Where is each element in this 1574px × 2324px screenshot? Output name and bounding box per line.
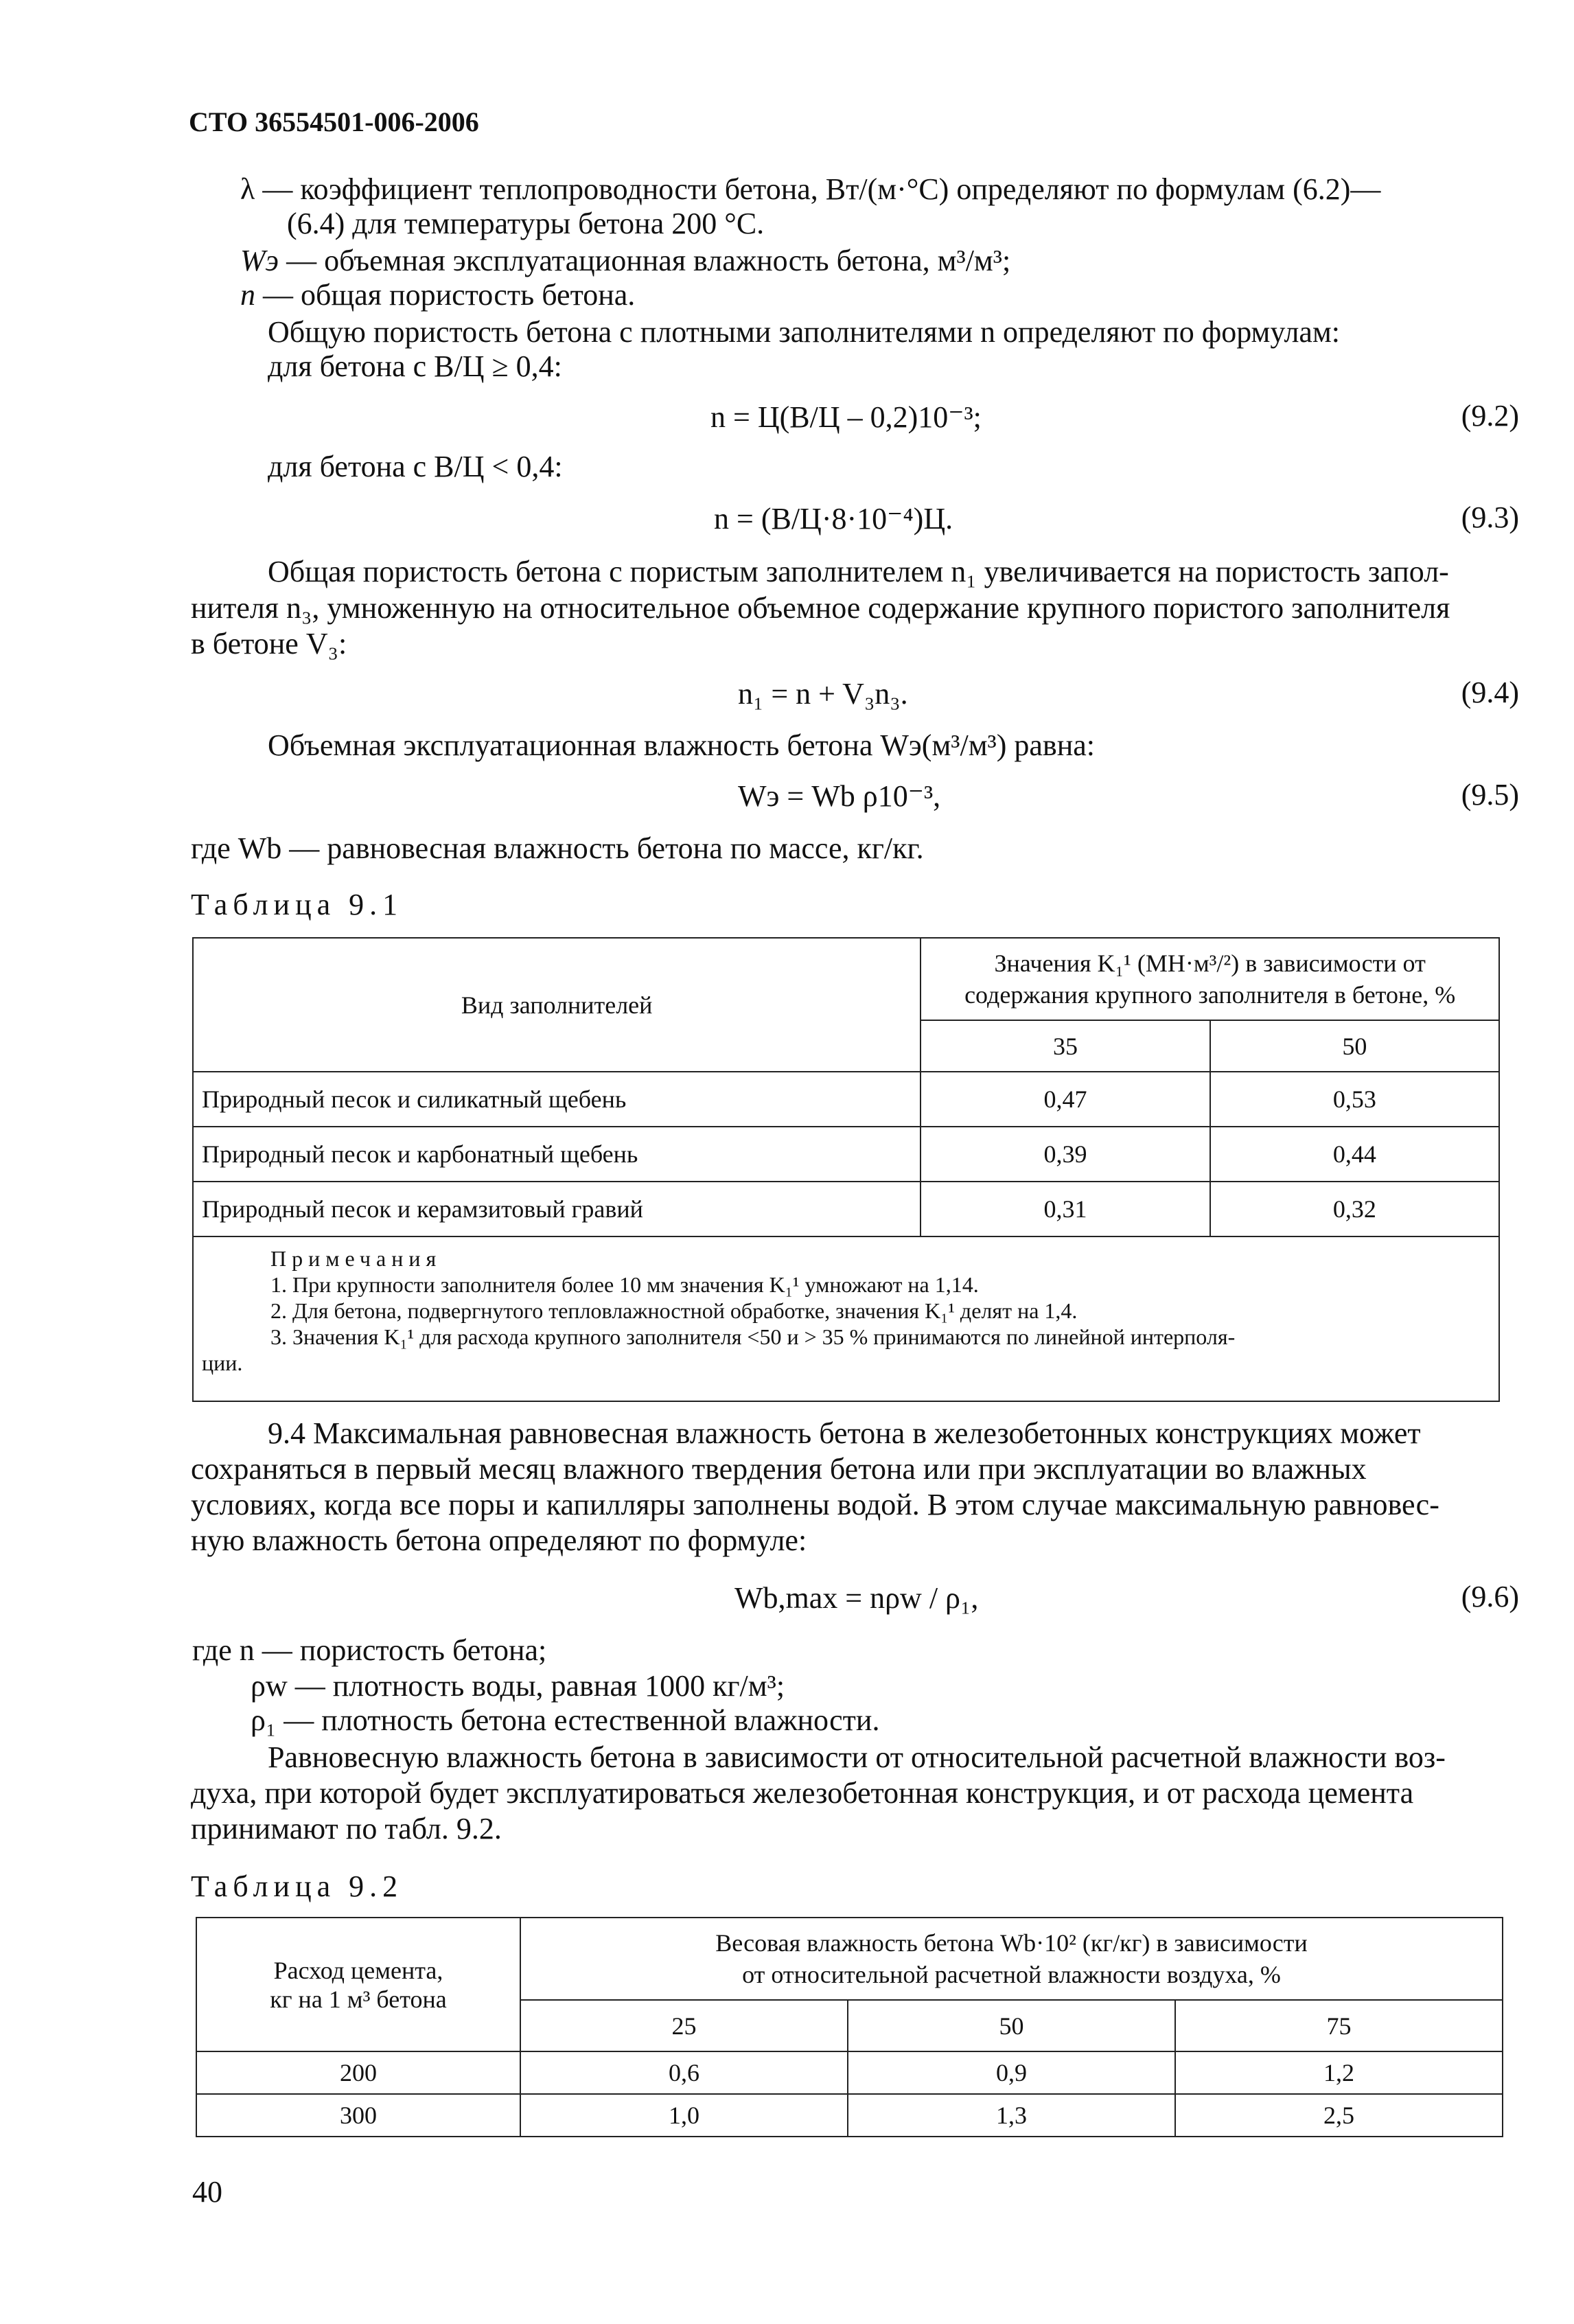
table-cell: 200 — [196, 2051, 520, 2094]
equation-number: (9.4) — [1461, 676, 1519, 709]
definition-text: — коэффициент теплопроводности бетона, Вт/(м·°С) определяют по формулам (6.2)— — [262, 172, 1381, 206]
definition-symbol: n — [240, 278, 255, 312]
definition-porosity — [192, 1631, 546, 1670]
paragraph-line: в бетоне V₃: — [191, 627, 347, 660]
paragraph-line: духа, при которой будет эксплуатироваться железобетонная конструкция, и от расхода цемента — [191, 1776, 1414, 1810]
equation-9-2: n = Ц(В/Ц – 0,2)10⁻³; — [710, 400, 982, 434]
table-row — [196, 2051, 1503, 2094]
paragraph-line: ную влажность бетона определяют по формуле: — [191, 1523, 807, 1557]
equation-number: (9.5) — [1461, 778, 1519, 812]
table-9-1 — [192, 937, 1500, 1402]
definition-text: — общая пористость бетона. — [263, 278, 636, 312]
table-head-group — [921, 938, 1499, 1020]
table-caption: Таблица 9.2 — [191, 1869, 404, 1903]
note-item: ции. — [202, 1350, 243, 1375]
definition-text: — плотность бетона естественной влажности. — [283, 1703, 880, 1737]
table-cell: 0,9 — [848, 2051, 1175, 2094]
table-cell: Природный песок и силикатный щебень — [193, 1072, 921, 1127]
paragraph-line: Общая пористость бетона с пористым заполнителем n₁ увеличивается на пористость запол- — [268, 555, 1449, 588]
table-row — [193, 1072, 1499, 1127]
definition-we — [240, 242, 1010, 280]
definition-water-density — [251, 1667, 785, 1705]
definition-n — [240, 276, 635, 314]
case-2-label: для бетона с В/Ц < 0,4: — [268, 450, 563, 483]
paragraph-line: сохраняться в первый месяц влажного твердения бетона или при эксплуатации во влажных — [191, 1452, 1367, 1486]
notes-title: Примечания — [270, 1246, 442, 1271]
table-head-col1: Вид заполнителей — [193, 938, 921, 1072]
table-head-line: Весовая влажность бетона Wb·10² (кг/кг) в зависимости — [715, 1929, 1308, 1957]
table-cell: 0,53 — [1210, 1072, 1499, 1127]
paragraph-line: 9.4 Максимальная равновесная влажность бетона в железобетонных конструкциях может — [268, 1416, 1421, 1450]
paragraph-line: нителя n₃, умноженную на относительное объемное содержание крупного пористого заполнителя — [191, 591, 1450, 625]
case-1-label: для бетона с В/Ц ≥ 0,4: — [268, 349, 562, 383]
table-cell: 0,47 — [921, 1072, 1210, 1127]
table-cell: 2,5 — [1175, 2094, 1503, 2137]
note-item: 3. Значения K₁¹ для расхода крупного заполнителя <50 и > 35 % принимаются по линейной интерполя- — [270, 1324, 1236, 1349]
equation-9-3: n = (В/Ц·8·10⁻⁴)Ц. — [714, 502, 953, 536]
definition-text: — пористость бетона; — [262, 1633, 547, 1667]
definition-symbol: где n — [192, 1633, 255, 1667]
table-cell: 0,44 — [1210, 1127, 1499, 1182]
page-number: 40 — [192, 2175, 222, 2209]
table-head-line: кг на 1 м³ бетона — [270, 1985, 447, 2013]
table-cell: 0,39 — [921, 1127, 1210, 1182]
table-cell: Природный песок и карбонатный щебень — [193, 1127, 921, 1182]
definition-symbol: Wэ — [240, 244, 279, 277]
table-head-line: Расход цемента, — [273, 1956, 443, 1984]
document-code: СТО 36554501-006-2006 — [189, 106, 479, 137]
definition-lambda — [240, 170, 1380, 209]
table-caption: Таблица 9.1 — [191, 888, 404, 921]
table-cell: 1,0 — [520, 2094, 848, 2137]
equation-9-5: Wэ = Wb ρ10⁻³, — [738, 779, 941, 813]
table-subhead: 50 — [1210, 1020, 1499, 1072]
table-head-line: Значения K₁¹ (МН·м³/²) в зависимости от — [994, 950, 1426, 977]
table-head-line: содержания крупного заполнителя в бетоне, % — [964, 981, 1456, 1009]
equation-9-6: Wb,max = nρw / ρ₁, — [734, 1581, 979, 1615]
table-head-group — [520, 1918, 1503, 2000]
equation-number: (9.2) — [1461, 399, 1519, 433]
porosity-intro: Общую пористость бетона с плотными заполнителями n определяют по формулам: — [268, 315, 1341, 349]
table-cell: 1,2 — [1175, 2051, 1503, 2094]
equation-9-4: n₁ = n + V₃n₃. — [738, 677, 908, 711]
table-cell: 300 — [196, 2094, 520, 2137]
table-head-line: от относительной расчетной влажности воздуха, % — [742, 1961, 1281, 1988]
table-cell: 1,3 — [848, 2094, 1175, 2137]
paragraph-we: Объемная эксплуатационная влажность бетона Wэ(м³/м³) равна: — [268, 728, 1095, 762]
definition-text: — плотность воды, равная 1000 кг/м³; — [294, 1669, 785, 1703]
paragraph-line: Равновесную влажность бетона в зависимости от относительной расчетной влажности воз- — [268, 1740, 1446, 1774]
equation-number: (9.6) — [1461, 1580, 1519, 1613]
paragraph-line: принимают по табл. 9.2. — [191, 1812, 502, 1845]
paragraph-line: условиях, когда все поры и капилляры заполнены водой. В этом случае максимальную равновес- — [191, 1488, 1439, 1521]
table-cell: 0,32 — [1210, 1182, 1499, 1236]
where-wb: где Wb — равновесная влажность бетона по массе, кг/кг. — [191, 831, 924, 865]
definition-continuation: (6.4) для температуры бетона 200 °С. — [287, 207, 765, 240]
table-row — [193, 1127, 1499, 1182]
table-subhead: 35 — [921, 1020, 1210, 1072]
equation-number: (9.3) — [1461, 501, 1519, 534]
table-subhead: 50 — [848, 2000, 1175, 2051]
table-subhead: 75 — [1175, 2000, 1503, 2051]
note-item: 1. При крупности заполнителя более 10 мм значения K₁¹ умножают на 1,14. — [270, 1272, 979, 1297]
table-cell: 0,31 — [921, 1182, 1210, 1236]
table-row — [193, 1182, 1499, 1236]
table-subhead: 25 — [520, 2000, 848, 2051]
table-notes — [193, 1236, 1499, 1401]
table-cell: 0,6 — [520, 2051, 848, 2094]
definition-symbol: λ — [240, 172, 255, 206]
table-9-2 — [196, 1917, 1503, 2137]
table-row — [196, 2094, 1503, 2137]
definition-text: — объемная эксплуатационная влажность бетона, м³/м³; — [286, 244, 1011, 277]
table-cell: Природный песок и керамзитовый гравий — [193, 1182, 921, 1236]
note-item: 2. Для бетона, подвергнутого тепловлажностной обработке, значения K₁¹ делят на 1,4. — [270, 1298, 1078, 1323]
definition-symbol: ρ₁ — [251, 1703, 277, 1737]
definition-symbol: ρw — [251, 1669, 288, 1703]
table-head-col1 — [196, 1918, 520, 2051]
definition-concrete-density — [251, 1701, 879, 1740]
